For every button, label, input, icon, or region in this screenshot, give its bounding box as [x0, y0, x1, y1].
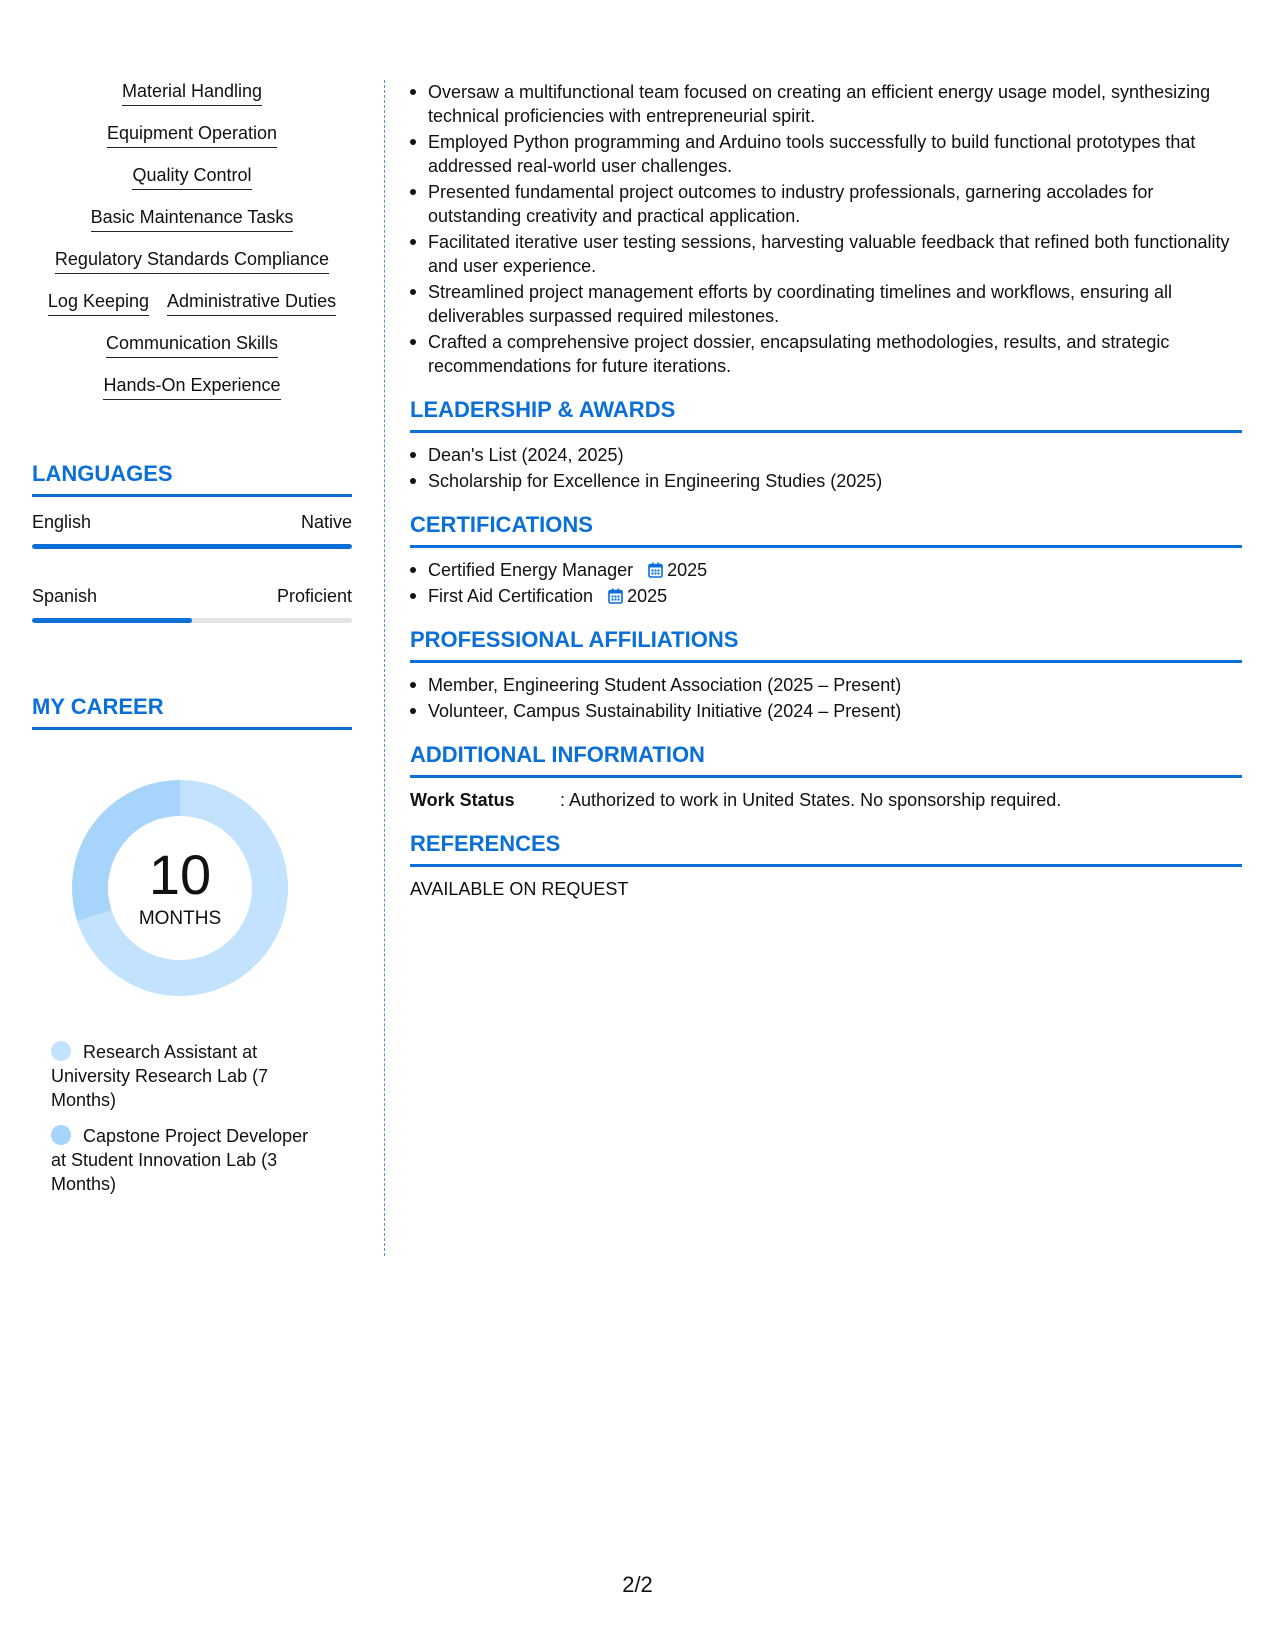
calendar-icon: [648, 562, 663, 578]
section-title: LEADERSHIP & AWARDS: [410, 396, 1242, 433]
skill-tag: Administrative Duties: [167, 290, 336, 316]
career-donut: [66, 774, 294, 1002]
right-column: [410, 80, 1242, 901]
section-title: CERTIFICATIONS: [410, 511, 1242, 548]
language-bar: [32, 618, 352, 623]
experience-bullet: Employed Python programming and Arduino tools successfully to build functional prototypes that addressed real-world user challenges.: [410, 130, 1242, 178]
career-legend-item: [51, 1040, 321, 1112]
skill-row: [106, 332, 278, 358]
references-text: AVAILABLE ON REQUEST: [410, 879, 629, 899]
leadership-section: [410, 396, 1242, 493]
certification-year: 2025: [627, 586, 668, 606]
skill-tag: Quality Control: [132, 164, 251, 190]
section-title: PROFESSIONAL AFFILIATIONS: [410, 626, 1242, 663]
skill-row: [132, 164, 251, 190]
section-title: MY CAREER: [32, 693, 352, 730]
award-item: Scholarship for Excellence in Engineering Studies (2025): [410, 469, 1242, 493]
language-bar-fill: [32, 544, 352, 549]
career-legend-label: Research Assistant at University Research Lab (7 Months): [51, 1042, 269, 1110]
skills-list: [32, 80, 352, 416]
section-title: REFERENCES: [410, 830, 1242, 867]
career-legend: [51, 1040, 321, 1196]
experience-bullets: [410, 80, 1242, 378]
career-legend-item: [51, 1124, 321, 1196]
language-item: [32, 511, 352, 549]
career-unit: MONTHS: [138, 908, 222, 929]
language-level: Proficient: [276, 586, 352, 606]
section-title: ADDITIONAL INFORMATION: [410, 741, 1242, 778]
legend-dot-icon: [51, 1125, 71, 1145]
career-total: 10: [148, 843, 212, 906]
career-legend-label: Capstone Project Developer at Student Innovation Lab (3 Months): [51, 1126, 309, 1194]
page-number: 2/2: [622, 1572, 653, 1597]
career-section: [32, 693, 352, 1196]
certification-item: [410, 584, 1242, 608]
affiliations-section: [410, 626, 1242, 723]
work-status-row: [410, 788, 1242, 812]
certification-year: 2025: [667, 560, 708, 580]
skill-row: [48, 290, 336, 316]
languages-section: [32, 460, 352, 623]
calendar-icon: [608, 588, 623, 604]
skill-tag: Material Handling: [122, 80, 262, 106]
skill-row: [91, 206, 294, 232]
skill-tag: Hands-On Experience: [103, 374, 280, 400]
references-section: [410, 830, 1242, 901]
column-divider: [384, 80, 385, 1256]
language-name: English: [32, 512, 92, 532]
skill-tag: Communication Skills: [106, 332, 278, 358]
work-status-label: Work Status: [410, 790, 515, 810]
additional-info-section: [410, 741, 1242, 812]
legend-dot-icon: [51, 1041, 71, 1061]
experience-bullet: Streamlined project management efforts by coordinating timelines and workflows, ensuring all deliverables surpassed required milestones.: [410, 280, 1242, 328]
skill-row: [122, 80, 262, 106]
skill-row: [107, 122, 277, 148]
skill-row: [55, 248, 329, 274]
skill-tag: Equipment Operation: [107, 122, 277, 148]
certification-item: [410, 558, 1242, 582]
section-title: LANGUAGES: [32, 460, 352, 497]
language-level: Native: [300, 512, 352, 532]
affiliation-item: Volunteer, Campus Sustainability Initiative (2024 – Present): [410, 699, 1242, 723]
experience-bullet: Facilitated iterative user testing sessions, harvesting valuable feedback that refined both functionality and user experience.: [410, 230, 1242, 278]
experience-bullet: Crafted a comprehensive project dossier, encapsulating methodologies, results, and strategic recommendations for future iterations.: [410, 330, 1242, 378]
language-item: [32, 585, 352, 623]
affiliation-item: Member, Engineering Student Association (2025 – Present): [410, 673, 1242, 697]
award-item: Dean's List (2024, 2025): [410, 443, 1242, 467]
skill-tag: Log Keeping: [48, 290, 149, 316]
experience-bullet: Oversaw a multifunctional team focused on creating an efficient energy usage model, synthesizing technical proficiencies with entrepreneurial spirit.: [410, 80, 1242, 128]
skill-tag: Regulatory Standards Compliance: [55, 248, 329, 274]
certification-name: First Aid Certification: [428, 586, 594, 606]
experience-bullet: Presented fundamental project outcomes to industry professionals, garnering accolades for outstanding creativity and practical application.: [410, 180, 1242, 228]
certifications-section: [410, 511, 1242, 608]
left-column: [32, 80, 352, 1208]
skill-row: [103, 374, 280, 400]
skill-tag: Basic Maintenance Tasks: [91, 206, 294, 232]
certification-name: Certified Energy Manager: [428, 560, 634, 580]
language-bar: [32, 544, 352, 549]
language-name: Spanish: [32, 586, 98, 606]
work-status-value: : Authorized to work in United States. No sponsorship required.: [560, 790, 1062, 810]
language-bar-fill: [32, 618, 192, 623]
